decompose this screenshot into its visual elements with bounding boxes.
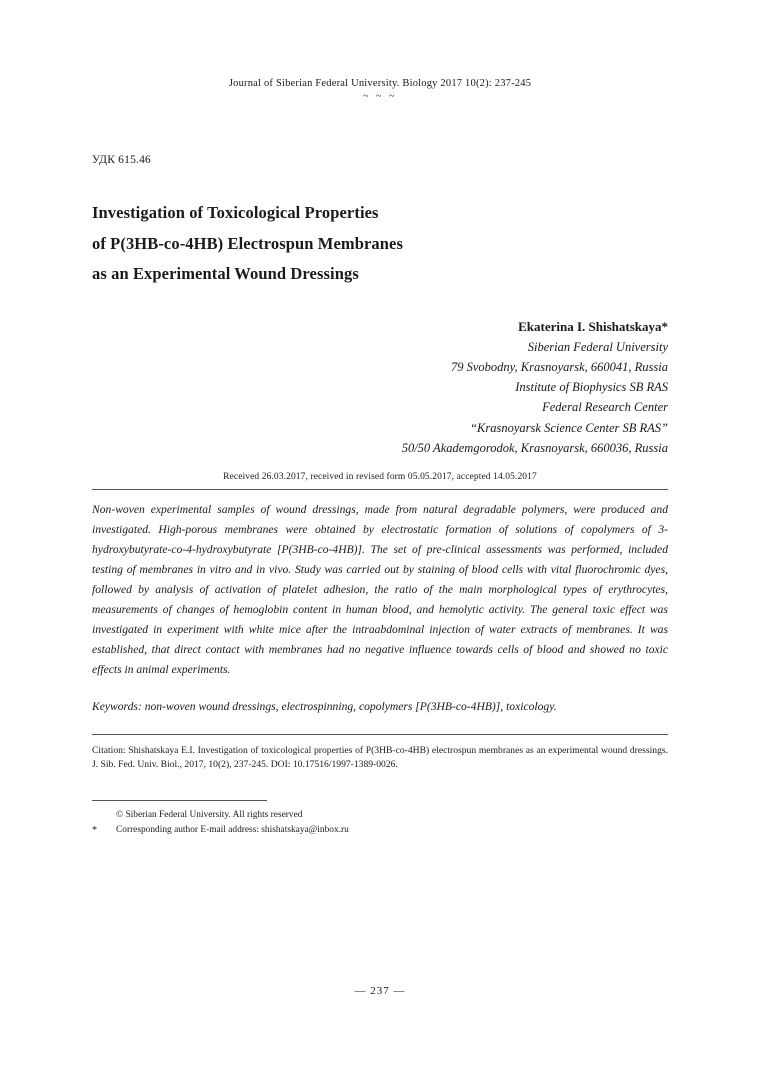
affiliation-line: Federal Research Center bbox=[542, 400, 668, 415]
footnote-mark: * bbox=[92, 824, 97, 836]
citation-text: Citation: Shishatskaya E.I. Investigation of toxicological properties of P(3HB-co-4HB) electrospun membranes as an experimental wound dressings. J. Sib. Fed. Univ. Biol., 2017, 10(2), 237-245. DOI: 10.17516/1997-1389-0026. bbox=[92, 745, 668, 770]
title-line-1: Investigation of Toxicological Properties bbox=[92, 203, 379, 222]
footnote-text: Corresponding author E-mail address: shishatskaya@inbox.ru bbox=[116, 824, 349, 835]
title-line-2: of P(3HB-co-4HB) Electrospun Membranes bbox=[92, 233, 403, 253]
received-dates: Received 26.03.2017, received in revised form 05.05.2017, accepted 14.05.2017 bbox=[223, 472, 537, 483]
author-name: Ekaterina I. Shishatskaya* bbox=[518, 318, 668, 334]
affiliation-line: “Krasnoyarsk Science Center SB RAS” bbox=[470, 420, 668, 435]
footnote-text: © Siberian Federal University. All rights reserved bbox=[116, 810, 303, 820]
footnote-corresponding-author bbox=[92, 823, 668, 839]
keywords-text: Keywords: non-woven wound dressings, electrospinning, copolymers [P(3HB-co-4HB)], toxicology. bbox=[92, 699, 557, 713]
footnote-mark bbox=[92, 808, 116, 823]
footnote-divider bbox=[92, 800, 267, 801]
title-line-3: as an Experimental Wound Dressings bbox=[92, 264, 359, 284]
affiliation-line: Siberian Federal University bbox=[527, 339, 668, 354]
affiliation-line: 50/50 Akademgorodok, Krasnoyarsk, 660036, Russia bbox=[401, 440, 668, 455]
journal-header: Journal of Siberian Federal University. Biology 2017 10(2): 237-245 bbox=[228, 78, 532, 89]
affiliation-line: Institute of Biophysics SB RAS bbox=[515, 380, 668, 395]
udk-code: УДК 615.46 bbox=[92, 154, 151, 166]
page-title bbox=[92, 198, 668, 290]
footnote-copyright bbox=[92, 808, 668, 823]
footnote-area bbox=[92, 800, 668, 838]
affiliation-line: 79 Svobodny, Krasnoyarsk, 660041, Russia bbox=[450, 359, 668, 374]
divider bbox=[92, 734, 668, 735]
divider bbox=[92, 489, 668, 490]
abstract-text: Non-woven experimental samples of wound dressings, made from natural degradable polymers, were produced and investigated. High-porous membranes were obtained by electrostatic formation of solutions of copolymers of 3-hydroxybutyrate-co-4-hydroxybutyrate [P(3HB-co-4HB)]. The set of pre-clinical assessments was performed, included testing of membranes in vitro and in vivo. Study was carried out by staining of blood cells with vital fluorochromic dyes, followed by analysis of activation of platelet adhesion, the ratio of the main morphological types of erythrocytes, measurements of changes of hemoglobin content in human blood, and hemolytic activity. The general toxic effect was investigated in experiment with white mice after the intraabdominal injection of water extracts of membranes. It was established, that direct contact with membranes had no negative influence towards cells of blood and showed no toxic effects in animal experiments. bbox=[92, 503, 668, 676]
authors-block bbox=[92, 316, 668, 459]
page-number: — 237 — bbox=[354, 985, 406, 997]
ornament-divider: ~ ~ ~ bbox=[363, 91, 397, 102]
